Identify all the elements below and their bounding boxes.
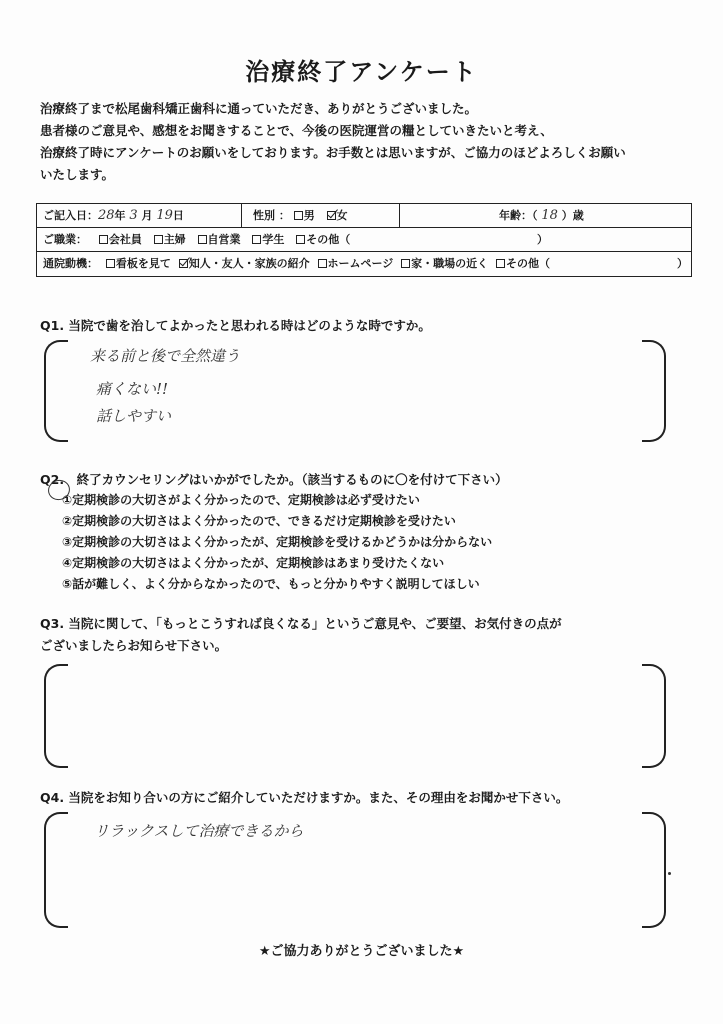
gender-option-male[interactable] xyxy=(294,204,315,228)
intro-line: いたします。 xyxy=(40,167,115,182)
date-year: 28 xyxy=(98,208,115,223)
footer-thanks: ★ご協力ありがとうございました★ xyxy=(258,944,465,959)
motive-option-label: 家・職場の近く xyxy=(411,257,489,270)
date-month-unit: 月 xyxy=(141,209,153,222)
intro-line: 患者様のご意見や、感想をお聞きすることで、今後の医院運営の糧としていきたいと考え、 xyxy=(40,123,553,138)
age-unit: ）歳 xyxy=(561,209,584,222)
motive-option[interactable] xyxy=(106,252,171,276)
q2-option-1[interactable]: ①定期検診の大切さがよく分かったので、定期検診は必ず受けたい xyxy=(62,493,420,507)
q4-question: Q4. 当院をお知り合いの方にご紹介していただけますか。また、その理由をお聞かせ下さい。 xyxy=(40,790,569,805)
checkbox[interactable] xyxy=(106,259,115,268)
date-day: 19 xyxy=(156,208,173,223)
q4-answer-bracket-left xyxy=(44,812,68,928)
gender-male-label: 男 xyxy=(303,209,315,222)
q3-answer-bracket-right xyxy=(642,664,666,768)
job-option-label: その他（ xyxy=(306,233,351,246)
motive-option[interactable] xyxy=(318,252,394,276)
q1-answer-line: 来る前と後で全然違う xyxy=(90,347,241,365)
checkbox[interactable] xyxy=(296,235,305,244)
motive-field xyxy=(43,252,554,276)
info-row-job xyxy=(37,228,691,252)
job-option[interactable] xyxy=(252,228,284,252)
date-label: ご記入日： xyxy=(43,209,98,222)
info-row-date xyxy=(37,204,691,228)
date-year-unit: 年 xyxy=(114,209,126,222)
job-other-close: ） xyxy=(537,233,548,246)
motive-option-label: その他（ xyxy=(506,257,550,270)
gender-label: 性別 ： xyxy=(253,209,290,222)
q2-question: Q2. 終了カウンセリングはいかがでしたか。（該当するものに〇を付けて下さい） xyxy=(40,472,508,487)
q1-answer-line: 話しやすい xyxy=(96,407,172,425)
motive-option[interactable] xyxy=(179,252,310,276)
info-row-motive xyxy=(37,252,691,276)
intro-text xyxy=(40,98,690,186)
motive-option-label: 看板を見て xyxy=(115,257,171,270)
checkbox[interactable] xyxy=(252,235,261,244)
job-option[interactable] xyxy=(198,228,241,252)
motive-option-label: ホームページ xyxy=(327,257,394,270)
checkbox-checked[interactable] xyxy=(179,259,188,268)
q3-question-line1: Q3. 当院に関して、「もっとこうすれば良くなる」というご意見や、ご要望、お気付きの点が xyxy=(40,616,562,631)
q2-options xyxy=(62,490,492,595)
q1-question: Q1. 当院で歯を治してよかったと思われる時はどのような時ですか。 xyxy=(40,318,431,333)
motive-option[interactable] xyxy=(401,252,488,276)
checkbox-female[interactable] xyxy=(327,211,336,220)
checkbox[interactable] xyxy=(99,235,108,244)
checkbox[interactable] xyxy=(154,235,163,244)
checkbox[interactable] xyxy=(401,259,410,268)
checkbox[interactable] xyxy=(496,259,505,268)
checkbox-male[interactable] xyxy=(294,211,303,220)
intro-line: 治療終了時にアンケートのお願いをしております。お手数とは思いますが、ご協力のほどよろしくお願い xyxy=(40,145,626,160)
info-table xyxy=(36,203,692,277)
gender-field xyxy=(253,204,356,228)
q1-answer-bracket-left xyxy=(44,340,68,442)
q4-answer: リラックスして治療できるから xyxy=(94,822,304,840)
q2-option-2[interactable]: ②定期検診の大切さはよく分かったので、できるだけ定期検診を受けたい xyxy=(62,514,456,528)
motive-label: 通院動機： xyxy=(43,257,98,270)
motive-option-label: 知人・友人・家族の紹介 xyxy=(188,257,310,270)
q3-answer-bracket-left xyxy=(44,664,68,768)
motive-option[interactable] xyxy=(496,252,550,276)
date-day-unit: 日 xyxy=(172,209,184,222)
job-option-label: 主婦 xyxy=(163,233,186,246)
job-option-label: 自営業 xyxy=(207,233,241,246)
stray-mark xyxy=(668,872,671,875)
date-field[interactable] xyxy=(43,204,184,228)
q4-answer-bracket-right xyxy=(642,812,666,928)
q3-question-line2: ございましたらお知らせ下さい。 xyxy=(40,638,228,653)
age-value: 18 xyxy=(541,208,558,223)
job-option-label: 会社員 xyxy=(108,233,142,246)
age-field[interactable] xyxy=(499,204,584,228)
job-option[interactable] xyxy=(99,228,142,252)
q2-option-5[interactable]: ⑤話が難しく、よく分からなかったので、もっと分かりやすく説明してほしい xyxy=(62,577,480,591)
job-label: ご職業： xyxy=(43,233,87,246)
job-option[interactable] xyxy=(154,228,186,252)
intro-line: 治療終了まで松尾歯科矯正歯科に通っていただき、ありがとうございました。 xyxy=(40,101,478,116)
job-option-label: 学生 xyxy=(262,233,285,246)
age-label: 年齢：（ xyxy=(499,209,538,222)
checkbox[interactable] xyxy=(318,259,327,268)
q2-option-4[interactable]: ④定期検診の大切さはよく分かったが、定期検診はあまり受けたくない xyxy=(62,556,445,570)
date-month: 3 xyxy=(129,208,138,223)
q2-option-3[interactable]: ③定期検診の大切さはよく分かったが、定期検診を受けるかどうかは分からない xyxy=(62,535,493,549)
checkbox[interactable] xyxy=(198,235,207,244)
q1-answer-bracket-right xyxy=(642,340,666,442)
job-option[interactable] xyxy=(296,228,350,252)
gender-option-female[interactable] xyxy=(327,204,348,228)
job-field xyxy=(43,228,358,252)
page-title: 治療終了アンケート xyxy=(245,58,478,86)
motive-other-close: ） xyxy=(677,257,688,270)
q1-answer-line: 痛くない!! xyxy=(96,380,169,398)
gender-female-label: 女 xyxy=(336,209,348,222)
